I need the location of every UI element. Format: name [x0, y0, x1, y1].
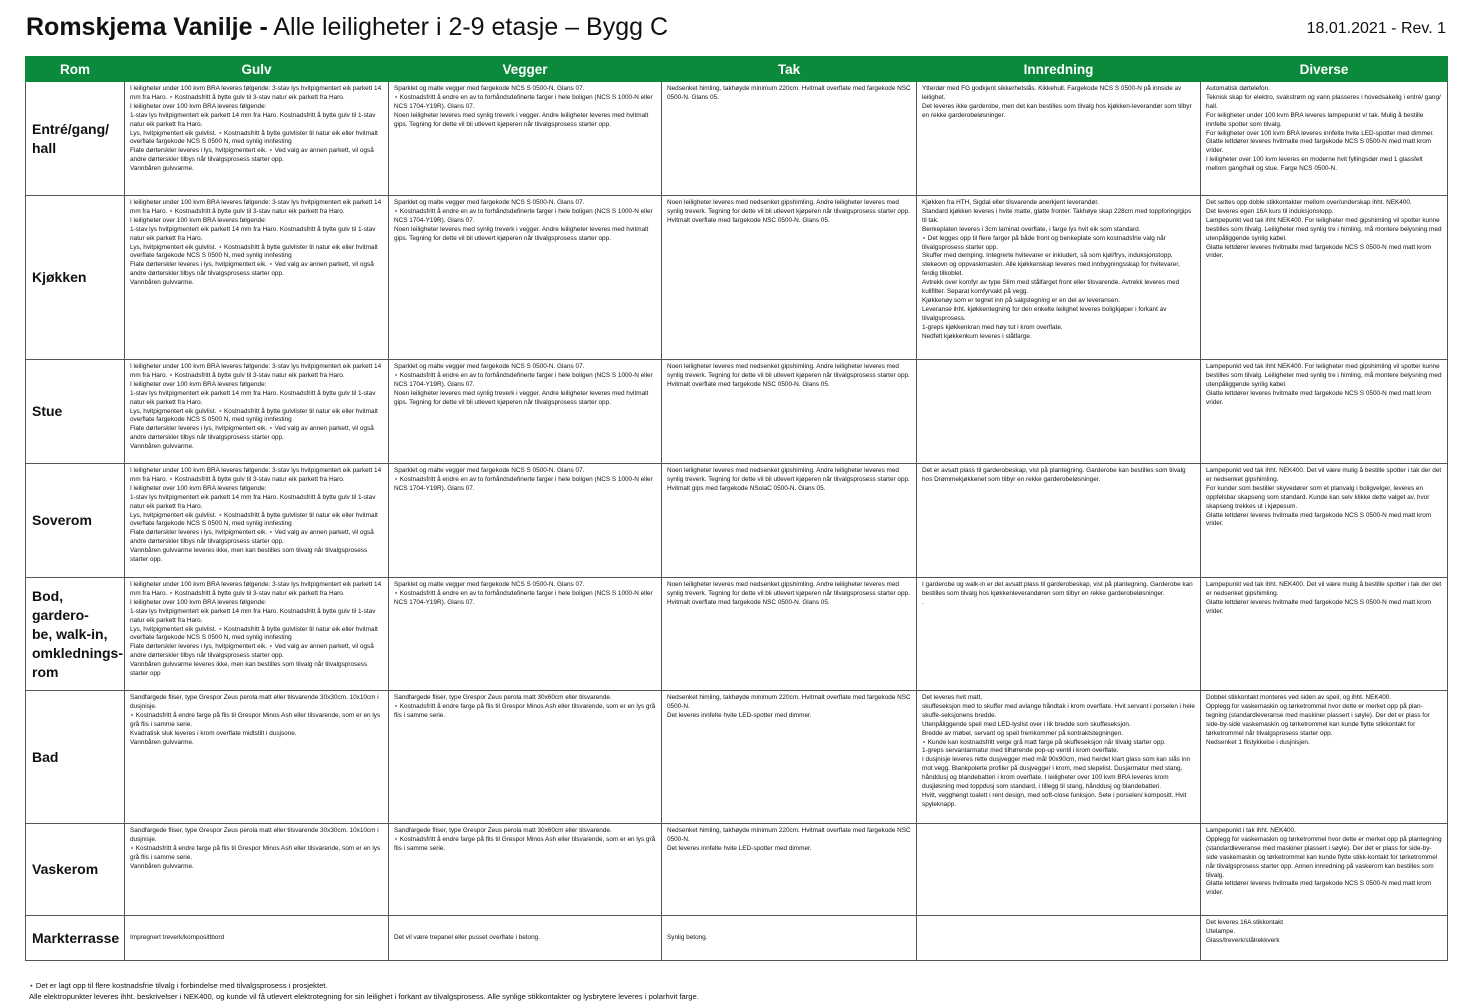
room-name: Markterrasse: [26, 916, 125, 961]
cell-tak: Noen leiligheter leveres med nedsenket gipshimling. Andre leiligheter leveres med synlig treverk. Tegning for dette vil bli utlevert kjøperen når tilvalgsprosess starter opp. Hvitmalt gips med fargekode NSolaC 0500-N. Glans 05.: [662, 464, 917, 578]
table-row: [26, 196, 1448, 360]
cell-diverse: Det leveres 16A stikkontakt Utelampe. Glass/treverk/stålrekkverk: [1201, 916, 1448, 961]
room-name: Vaskerom: [26, 824, 125, 916]
cell-gulv: I leiligheter under 100 kvm BRA leveres følgende: 3-stav lys hvitpigmentert eik parkett 14 mm fra Haro. ⋆ Kostnadsfritt å bytte gulv til 3-stav natur eik parkett fra Haro. I leiligheter over 100 kvm BRA leveres følgende: 1-stav lys hvitpigmentert eik parkett 14 mm fra Haro. Kostnadsfritt å bytte gulv til 1-stav natur eik parkett fra Haro. Lys, hvitpigmentert eik gulvlist. ⋆ Kostnadsfritt å bytte gulvlister til natur eik eller hvitmalt overflate fargekode NCS S 0500 N, med synlig innfesting Flate dørterskler leveres i lys, hvitpigmentert eik. ⋆ Ved valg av annen parkett, vil også andre dørterskler tilbys når tilvalgsprosess starter opp. Vannbåren gulvvarme leveres ikke, men kan bestilles som tilvalg når tilvalgsprosess starter opp.: [125, 464, 389, 578]
footnote-line: ⋆ Det er lagt opp til flere kostnadsfrie tilvalg i forbindelse med tilvalgsprosess i prosjektet.: [29, 981, 328, 990]
footnote-line: Alle elektropunkter leveres ihht. beskrivelser i NEK400, og kunde vil få utlevert elektrotegning for sin leilighet i forkant av tilvalgsprosess. Alle synlige stikkontakter og lysbrytere leveres i polarhvit farge.: [29, 992, 699, 1001]
cell-innredning: Ytterdør med FG godkjent sikkerhetslås. Kikkehull. Fargekode NCS S 0500-N på innside av leilighet. Det leveres ikke garderobe, men det kan bestilles som tilvalg hos kjøkken-leverandør som tilbyr en rekke garderobeløsninger.: [917, 82, 1201, 196]
cell-diverse: Dobbel stikkontakt monteres ved siden av speil, og ihht. NEK400. Opplegg for vaskemaskin og tørketrommel hvor dette er merket opp på plan-tegning (standardleveranse med maskiner plassert i søyle). Der det er plass for side-by-side vaskemaskin og tørketrommel kan kunde flytte stikkontakt for tørketrommel når tilvalgsprosess starter opp. Nedsenket 1 flistykkelse i dusjnisjen.: [1201, 691, 1448, 824]
cell-innredning: Det er avsatt plass til garderobeskap, vist på plantegning. Garderobe kan bestilles som tilvalg hos Drømmekjøkkenet som tilbyr en rekke garderobeløsninger.: [917, 464, 1201, 578]
cell-diverse: Lampepunkt i tak ihht. NEK400. Opplegg for vaskemaskin og tørketrommel hvor dette er merket opp på plantegning (standardleveranse med maskiner plassert i søyle). Der det er plass for side-by-side vaskemaskin og tørketrommel kan kunde flytte stikk-kontakt for tørketrommel når tilvalgsprosess starter opp. Annen innredning på vaskerom kan bestilles som tilvalg. Glatte lettdører leveres hvitmalte med fargekode NCS S 0500-N med matt krom vrider.: [1201, 824, 1448, 916]
cell-tak: Nedsenket himling, takhøyde minimum 220cm. Hvitmalt overflate med fargekode NSC 0500-N. Glans 05.: [662, 82, 917, 196]
cell-diverse: Lampepunkt ved tak ihht. NEK400. Det vil være mulig å bestille spotter i tak der det er nedsenket gipshimling. Glatte lettdører leveres hvitmalte med fargekode NCS S 0500-N med matt krom vrider.: [1201, 578, 1448, 691]
col-header-diverse: Diverse: [1201, 57, 1448, 82]
table-row: [26, 824, 1448, 916]
cell-innredning: Det leveres hvit matt, skuffeseksjon med to skuffer med avlange håndtak i krom overflate. Hvit servant i porselen i hele skuffe-seksjonens bredde. Utenpåliggende speil med LED-lyslist over i lik bredde som skuffeseksjon. Bredde av møbel, servant og speil fremkommer på kontraktstegningen. ⋆ Kunde kan kostnadsfritt velge grå matt farge på skuffeseksjon når tilvalg starter opp. 1-greps servantarmatur med tilhørende pop-up ventil i krom overflate. I dusjnisje leveres rette dusjvegger med mål 90x90cm, med herdet klart glass som kan slås inn mot vegg. Blankpolerte profiler på dusjvegger i krom, med slepelist. Dusjarmatur med stang, hånddusj og blandebatteri i krom overflate. I leiligheter over 100 kvm BRA leveres krom dusjløsning med toppdusj som standard, i tillegg til stang, hånddusj og blandebatteri. Hvitt, vegghengt toalett i rent design, med soft-close funksjon. Sete i porselen/ kompositt. Hvit spyleknapp.: [917, 691, 1201, 824]
room-name: Entré/gang/ hall: [26, 82, 125, 196]
cell-vegger: Sparklet og malte vegger med fargekode NCS S 0500-N. Glans 07. ⋆ Kostnadsfritt å endre en av to forhåndsdefinerte farger i hele boligen (NCS S 1000-N eller NCS 1704-Y19R). Glans 07. Noen leiligheter leveres med synlig treverk i vegger. Andre leiligheter leveres med hvitmalt gips. Tegning for dette vil bli utlevert kjøperen når tilvalgsprosess starter opp.: [389, 196, 662, 360]
cell-innredning: [917, 916, 1201, 961]
cell-diverse: Lampepunkt ved tak ihht. NEK400. Det vil være mulig å bestille spotter i tak der det er nedsenket gipshimling. For kunder som bestiller skyvedører som et planvalg i boligvelger, leveres en oppfelsbar skapseng som standard. Kunde kan selv klikke dette valget av, hvor skapseng trekkes ut i kjøpesum. Glatte lettdører leveres hvitmalte med fargekode NCS S 0500-N med matt krom vrider.: [1201, 464, 1448, 578]
document-header: [26, 10, 1446, 48]
cell-vegger: Sparklet og malte vegger med fargekode NCS S 0500-N. Glans 07. ⋆ Kostnadsfritt å endre en av to forhåndsdefinerte farger i hele boligen (NCS S 1000-N eller NCS 1704-Y19R). Glans 07. Noen leiligheter leveres med synlig treverk i vegger. Andre leiligheter leveres med hvitmalt gips. Tegning for dette vil bli utlevert kjøperen når tilvalgsprosess starter opp.: [389, 82, 662, 196]
cell-tak: Synlig betong.: [662, 916, 917, 961]
cell-gulv: I leiligheter under 100 kvm BRA leveres følgende: 3-stav lys hvitpigmentert eik parkett 14 mm fra Haro. ⋆ Kostnadsfritt å bytte gulv til 3-stav natur eik parkett fra Haro. I leiligheter over 100 kvm BRA leveres følgende: 1-stav lys hvitpigmentert eik parkett 14 mm fra Haro. Kostnadsfritt å bytte gulv til 1-stav natur eik parkett fra Haro. Lys, hvitpigmentert eik gulvlist. ⋆ Kostnadsfritt å bytte gulvlister til natur eik eller hvitmalt overflate fargekode NCS S 0500 N, med synlig innfesting Flate dørterskler leveres i lys, hvitpigmentert eik. ⋆ Ved valg av annen parkett, vil også andre dørterskler tilbys når tilvalgsprosess starter opp. Vannbåren gulvvarme.: [125, 82, 389, 196]
table-row: [26, 82, 1448, 196]
footnotes: [29, 980, 699, 1002]
cell-vegger: Sandfargede fliser, type Grespor Zeus perola matt 30x60cm eller tilsvarende. ⋆ Kostnadsfritt å endre farge på flis til Grespor Minos Ash eller tilsvarende, som er en lys grå flis i samme serie.: [389, 824, 662, 916]
cell-gulv: Sandfargede fliser, type Grespor Zeus perola matt eller tilsvarende 30x30cm. 10x10cm i dusjnisje. ⋆ Kostnadsfritt å endre farge på flis til Grespor Minos Ash eller tilsvarende, som er en lys grå flis i samme serie. Kvadratisk sluk leveres i krom overflate midtstilt i dusjsone. Vannbåren gulvvarme.: [125, 691, 389, 824]
room-name: Bod, gardero- be, walk-in, omklednings- rom: [26, 578, 125, 691]
table-row: [26, 916, 1448, 961]
cell-tak: Noen leiligheter leveres med nedsenket gipshimling. Andre leiligheter leveres med synlig treverk. Tegning for dette vil bli utlevert kjøperen når tilvalgsprosess starter opp. Hvitmalt overflate med fargekode NSC 0500-N. Glans 05.: [662, 578, 917, 691]
cell-vegger: Sandfargede fliser, type Grespor Zeus perola matt 30x60cm eller tilsvarende. ⋆ Kostnadsfritt å endre farge på flis til Grespor Minos Ash eller tilsvarende, som er en lys grå flis i samme serie.: [389, 691, 662, 824]
cell-innredning: Kjøkken fra HTH, Sigdal eller tilsvarende anerkjent leverandør. Standard kjøkken leveres i hvite matte, glatte fronter. Takhøye skap 228cm med toppforing/gips til tak. Benkeplaten leveres i 3cm laminat overflate, i farge lys hvit eik som standard. ⋆ Det legges opp til flere farger på både front og benkeplate som kostnadsfrie valg når tilvalgsprosess starter opp. Skuffer med demping. Integrerte hvitevarer er inkludert, så som kjøl/frys, induksjonstopp, stekeovn og oppvaskmaskin. Alle kjøkkenskap leveres med innbygningsskap for hvitevarer, ferdig tilkoblet. Avtrekk over komfyr av type Slim med stålfarget front eller tilsvarende. Avtrekk leveres med kullfilter. Separat komfyrvakt på vegg. Kjøkkenøy som er tegnet inn på salgstegning er en del av leveransen. Leveranse ihht. kjøkkentegning for den enkelte leilighet leveres boligkjøper i forkant av tilvalgsprosess. 1-greps kjøkkenkran med høy tut i krom overflate. Nedfelt kjøkkenkum leveres i stålfarge.: [917, 196, 1201, 360]
room-name: Soverom: [26, 464, 125, 578]
cell-vegger: Sparklet og malte vegger med fargekode NCS S 0500-N. Glans 07. ⋆ Kostnadsfritt å endre en av to forhåndsdefinerte farger i hele boligen (NCS S 1000-N eller NCS 1704-Y19R). Glans 07. Noen leiligheter leveres med synlig treverk i vegger. Andre leiligheter leveres med hvitmalt gips. Tegning for dette vil bli utlevert kjøperen når tilvalgsprosess starter opp.: [389, 360, 662, 464]
table-row: [26, 691, 1448, 824]
col-header-innredning: Innredning: [917, 57, 1201, 82]
table-row: [26, 578, 1448, 691]
cell-gulv: Impregnert treverk/komposittbord: [125, 916, 389, 961]
document-title: [26, 10, 668, 44]
cell-vegger: Sparklet og malte vegger med fargekode NCS S 0500-N. Glans 07. ⋆ Kostnadsfritt å endre en av to forhåndsdefinerte farger i hele boligen (NCS S 1000-N eller NCS 1704-Y19R). Glans 07.: [389, 578, 662, 691]
cell-vegger: Det vil være trepanel eller pusset overflate i betong.: [389, 916, 662, 961]
room-name: Kjøkken: [26, 196, 125, 360]
cell-tak: Noen leiligheter leveres med nedsenket gipshimling. Andre leiligheter leveres med synlig treverk. Tegning for dette vil bli utlevert kjøperen når tilvalgsprosess starter opp. Hvitmalt overflate med fargekode NSC 0500-N. Glans 05.: [662, 360, 917, 464]
room-name: Stue: [26, 360, 125, 464]
room-schedule-table: [25, 56, 1448, 961]
title-bold: Romskjema Vanilje -: [26, 13, 268, 41]
cell-diverse: Lampepunkt ved tak ihht NEK400. For leiligheter med gipshimling vil spotter kunne bestilles som tilvalg. Leiligheter med synlig tre i himling, må montere belysning med utenpåliggende synlig kabel. Glatte lettdører leveres hvitmalte med fargekode NCS S 0500-N med matt krom vrider.: [1201, 360, 1448, 464]
cell-gulv: Sandfargede fliser, type Grespor Zeus perola matt eller tilsvarende 30x30cm. 10x10cm i dusjnisje. ⋆ Kostnadsfritt å endre farge på flis til Grespor Minos Ash eller tilsvarende, som er en lys grå flis i samme serie. Vannbåren gulvvarme.: [125, 824, 389, 916]
cell-gulv: I leiligheter under 100 kvm BRA leveres følgende: 3-stav lys hvitpigmentert eik parkett 14 mm fra Haro. ⋆ Kostnadsfritt å bytte gulv til 3-stav natur eik parkett fra Haro. I leiligheter over 100 kvm BRA leveres følgende: 1-stav lys hvitpigmentert eik parkett 14 mm fra Haro. Kostnadsfritt å bytte gulv til 1-stav natur eik parkett fra Haro. Lys, hvitpigmentert eik gulvlist. ⋆ Kostnadsfritt å bytte gulvlister til natur eik eller hvitmalt overflate fargekode NCS S 0500 N, med synlig innfesting Flate dørterskler leveres i lys, hvitpigmentert eik. ⋆ Ved valg av annen parkett, vil også andre dørterskler tilbys når tilvalgsprosess starter opp. Vannbåren gulvvarme leveres ikke, men kan bestilles som tilvalg når tilvalgsprosess starter opp: [125, 578, 389, 691]
cell-vegger: Sparklet og malte vegger med fargekode NCS S 0500-N. Glans 07. ⋆ Kostnadsfritt å endre en av to forhåndsdefinerte farger i hele boligen (NCS S 1000-N eller NCS 1704-Y19R). Glans 07.: [389, 464, 662, 578]
cell-tak: Nedsenket himling, takhøyde minimum 220cm. Hvitmalt overflate med fargekode NSC 0500-N. Det leveres innfelte hvite LED-spotter med dimmer.: [662, 824, 917, 916]
cell-innredning: [917, 360, 1201, 464]
room-name: Bad: [26, 691, 125, 824]
col-header-rom: Rom: [26, 57, 125, 82]
cell-gulv: I leiligheter under 100 kvm BRA leveres følgende: 3-stav lys hvitpigmentert eik parkett 14 mm fra Haro. ⋆ Kostnadsfritt å bytte gulv til 3-stav natur eik parkett fra Haro. I leiligheter over 100 kvm BRA leveres følgende: 1-stav lys hvitpigmentert eik parkett 14 mm fra Haro. Kostnadsfritt å bytte gulv til 1-stav natur eik parkett fra Haro. Lys, hvitpigmentert eik gulvlist. ⋆ Kostnadsfritt å bytte gulvlister til natur eik eller hvitmalt overflate fargekode NCS S 0500 N, med synlig innfesting Flate dørterskler leveres i lys, hvitpigmentert eik. ⋆ Ved valg av annen parkett, vil også andre dørterskler tilbys når tilvalgsprosess starter opp. Vannbåren gulvvarme.: [125, 196, 389, 360]
title-rest: Alle leiligheter i 2-9 etasje – Bygg C: [273, 13, 669, 41]
table-row: [26, 360, 1448, 464]
col-header-tak: Tak: [662, 57, 917, 82]
table-header-row: [26, 57, 1448, 82]
cell-tak: Nedsenket himling, takhøyde minimum 220cm. Hvitmalt overflate med fargekode NSC 0500-N. Det leveres innfelte hvite LED-spotter med dimmer.: [662, 691, 917, 824]
cell-diverse: Automatisk dørtelefon. Teknisk skap for elektro, svakstrøm og vann plasseres i hovedsakelig i entré/ gang/ hall. For leiligheter under 100 kvm BRA leveres lampepunkt v/ tak. Mulig å bestille innfelte spotter som tilvalg. For leiligheter over 100 kvm BRA leveres innfelte hvite LED-spotter med dimmer. Glatte lettdører leveres hvitmalte med fargekode NCS S 0500-N med matt krom vrider. I leiligheter over 100 kvm leveres en moderne hvit fyllingsdør med 1 glassfelt mellom gang/hall og stue. Farge NCS 0500-N.: [1201, 82, 1448, 196]
col-header-vegger: Vegger: [389, 57, 662, 82]
col-header-gulv: Gulv: [125, 57, 389, 82]
cell-gulv: I leiligheter under 100 kvm BRA leveres følgende: 3-stav lys hvitpigmentert eik parkett 14 mm fra Haro. ⋆ Kostnadsfritt å bytte gulv til 3-stav natur eik parkett fra Haro. I leiligheter over 100 kvm BRA leveres følgende: 1-stav lys hvitpigmentert eik parkett 14 mm fra Haro. Kostnadsfritt å bytte gulv til 1-stav natur eik parkett fra Haro. Lys, hvitpigmentert eik gulvlist. ⋆ Kostnadsfritt å bytte gulvlister til natur eik eller hvitmalt overflate fargekode NCS S 0500 N, med synlig innfesting Flate dørterskler leveres i lys, hvitpigmentert eik. ⋆ Ved valg av annen parkett, vil også andre dørterskler tilbys når tilvalgsprosess starter opp. Vannbåren gulvvarme.: [125, 360, 389, 464]
table-row: [26, 464, 1448, 578]
cell-innredning: I garderobe og walk-in er det avsatt plass til garderobeskap, vist på plantegning. Garderobe kan bestilles som tilvalg hos kjøkkenleverandøren som tilbyr en rekke garderobeløsninger. .: [917, 578, 1201, 691]
cell-diverse: Det settes opp doble stikkontakter mellom over/underskap ihht. NEK400. Det leveres egen 16A kurs til induksjonstopp. Lampepunkt ved tak ihht NEK400. For leiligheter med gipshimling vil spotter kunne bestilles som tilvalg. Leiligheter med synlig tre i himling, må montere belysning med utenpåliggende synlig kabel. Glatte lettdører leveres hvitmalte med fargekode NCS S 0500-N med matt krom vrider.: [1201, 196, 1448, 360]
cell-tak: Noen leiligheter leveres med nedsenket gipshimling. Andre leiligheter leveres med synlig treverk. Tegning for dette vil bli utlevert kjøperen når tilvalgsprosess starter opp. Hvitmalt overflate med fargekode NSC 0500-N. Glans 05.: [662, 196, 917, 360]
date-revision: 18.01.2021 - Rev. 1: [1306, 20, 1446, 37]
cell-innredning: [917, 824, 1201, 916]
